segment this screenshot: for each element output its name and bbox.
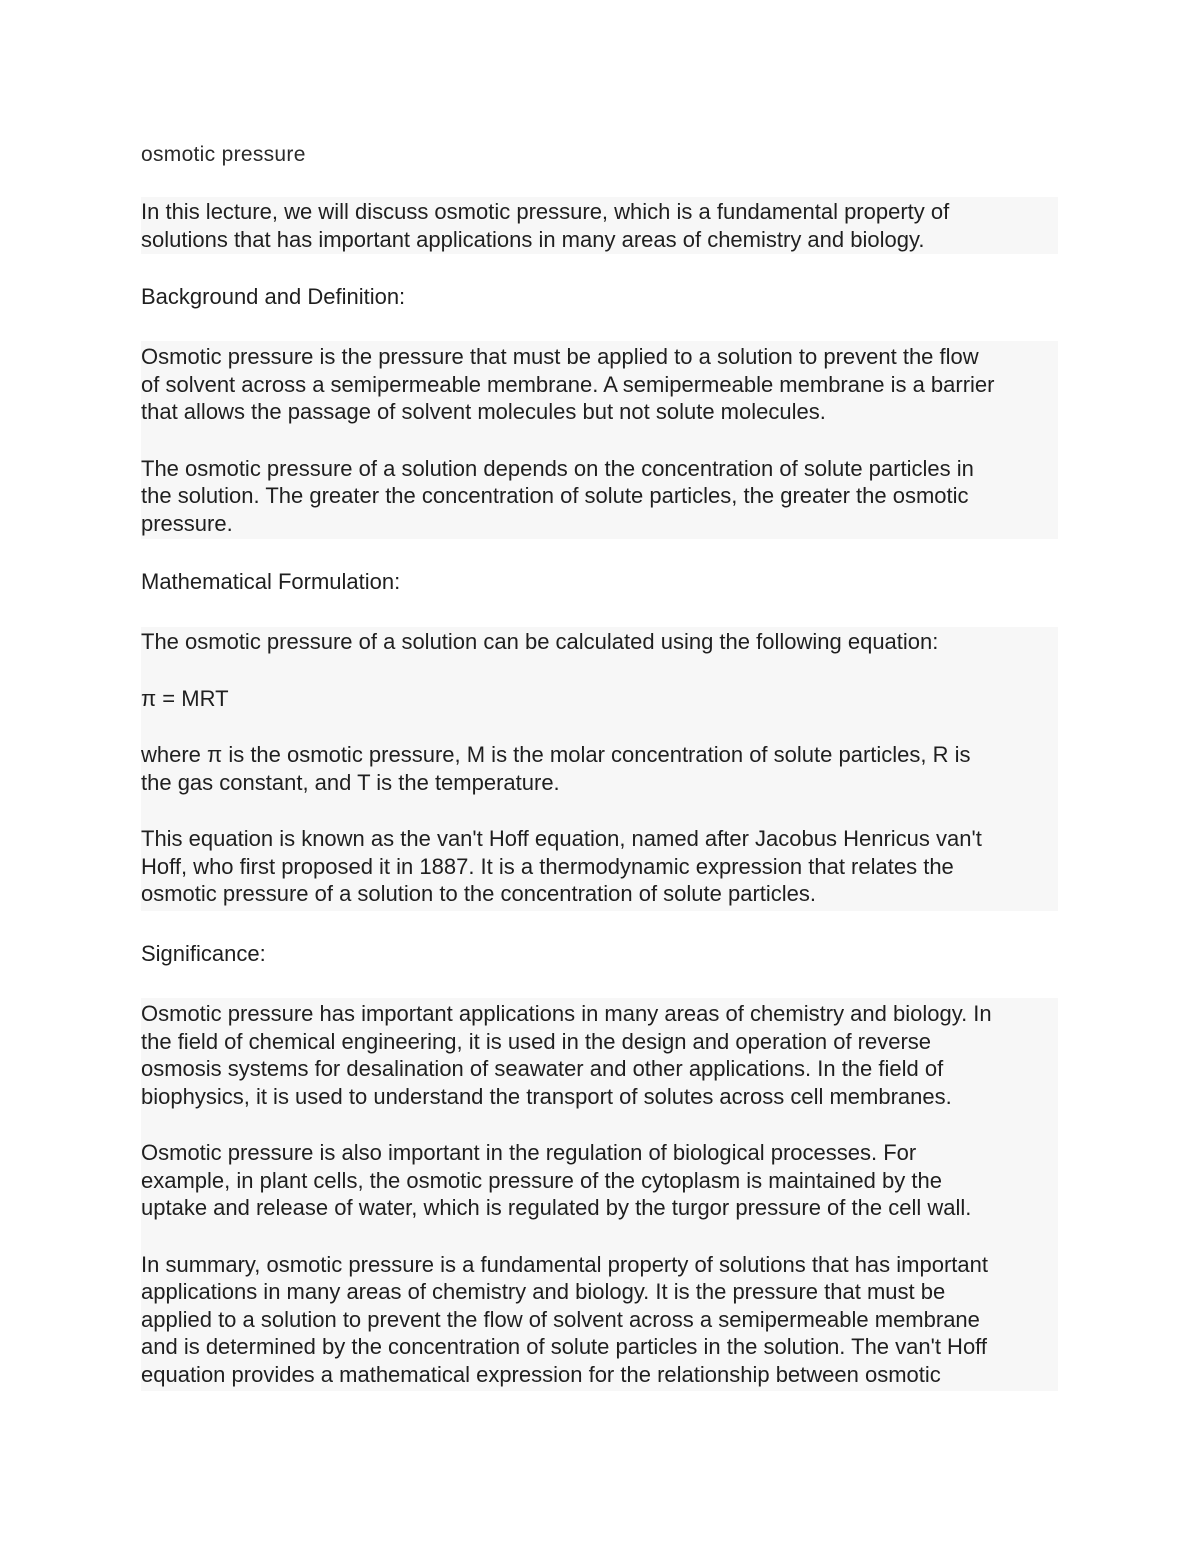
paragraph-vant-hoff: This equation is known as the van't Hoff equation, named after Jacobus Henricus van't Hoff, who first proposed it in 1887. It is a thermodynamic expression that relates the osmotic pressure of a solution to the concentration of solute particles. (141, 826, 982, 906)
heading-background-definition: Background and Definition: (141, 284, 406, 309)
paragraph-concentration: The osmotic pressure of a solution depends on the concentration of solute particles in the solution. The greater the concentration of solute particles, the greater the osmotic pressure. (141, 455, 974, 536)
paragraph-biological-regulation: Osmotic pressure is also important in the regulation of biological processes. For example, in plant cells, the osmotic pressure of the cytoplasm is maintained by the uptake and release of water, which is regulated by the turgor pressure of the cell wall. (141, 1140, 972, 1220)
paragraph-definition: Osmotic pressure is the pressure that must be applied to a solution to prevent the flow of solvent across a semipermeable membrane. A semipermeable membrane is a barrier that allows the passage of solvent molecules but not solute molecules. (141, 344, 995, 424)
equation: π = MRT (141, 685, 229, 711)
paragraph-applications: Osmotic pressure has important applications in many areas of chemistry and biology. In the field of chemical engineering, it is used in the design and operation of reverse osmosis systems for desalination of seawater and other applications. In the field of biophysics, it is used to understand the transport of solutes across cell membranes. (141, 1001, 992, 1109)
background-definition-block (141, 341, 1058, 539)
intro-paragraph: In this lecture, we will discuss osmotic pressure, which is a fundamental property of solutions that has important applications in many areas of chemistry and biology. (141, 199, 950, 252)
document-title: osmotic pressure (141, 143, 306, 166)
heading-mathematical-formulation: Mathematical Formulation: (141, 569, 401, 594)
heading-significance: Significance: (141, 941, 266, 966)
mathematical-formulation-block (141, 627, 1058, 911)
intro-block (141, 197, 1058, 254)
paragraph-summary: In summary, osmotic pressure is a fundamental property of solutions that has important applications in many areas of chemistry and biology. It is the pressure that must be applied to a solution to prevent the flow of solvent across a semipermeable membrane and is determined by the concentration of solute particles in the solution. The van't Hoff equation provides a mathematical expression for the relationship between osmotic (141, 1251, 988, 1387)
significance-block (141, 998, 1058, 1391)
paragraph-equation-intro: The osmotic pressure of a solution can be calculated using the following equation: (141, 629, 939, 654)
paragraph-equation-terms: where π is the osmotic pressure, M is the molar concentration of solute particles, R is the gas constant, and T is the temperature. (141, 742, 971, 795)
